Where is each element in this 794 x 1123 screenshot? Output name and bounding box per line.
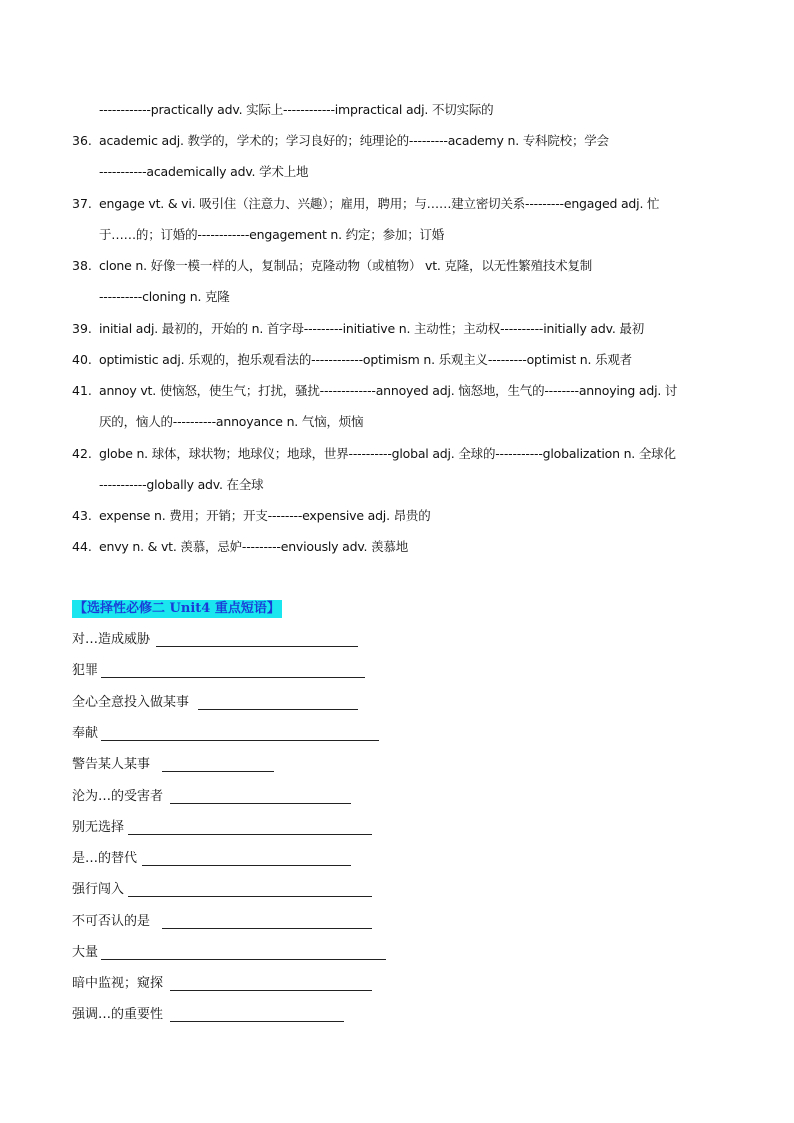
phrase-prompt: 对…造成威胁 [72,632,151,647]
vocab-line-37b: 于……的；订婚的------------engagement n. 约定；参加；订婚 [99,227,445,242]
answer-blank[interactable] [142,865,351,866]
answer-blank[interactable] [101,740,379,741]
phrase-prompt: 强调…的重要性 [72,1007,164,1022]
vocab-line-39: initial adj. 最初的，开始的 n. 首字母---------initiative n. 主动性；主动权----------initially adv. 最初 [99,321,644,336]
phrase-prompt: 警告某人某事 [72,757,151,772]
vocab-line-35-cont: ------------practically adv. 实际上------------impractical adj. 不切实际的 [99,102,494,117]
vocab-line-43: expense n. 费用；开销；开支--------expensive adj. 昂贵的 [99,508,431,523]
item-number-38: 38. [72,258,92,273]
vocab-line-42b: -----------globally adv. 在全球 [99,477,264,492]
vocab-line-38a: clone n. 好像一模一样的人，复制品；克隆动物（或植物） vt. 克隆，以无性繁殖技术复制 [99,258,593,273]
vocab-line-42a: globe n. 球体，球状物；地球仪；地球，世界----------global adj. 全球的-----------globalization n. 全球化 [99,446,676,461]
phrase-prompt: 奉献 [72,726,99,741]
item-number-39: 39. [72,321,92,336]
answer-blank[interactable] [101,677,365,678]
answer-blank[interactable] [128,834,372,835]
item-number-36: 36. [72,133,92,148]
answer-blank[interactable] [156,646,358,647]
vocab-line-36b: -----------academically adv. 学术上地 [99,164,309,179]
item-number-42: 42. [72,446,92,461]
phrase-prompt: 全心全意投入做某事 [72,695,190,710]
vocab-line-40: optimistic adj. 乐观的，抱乐观看法的------------optimism n. 乐观主义---------optimist n. 乐观者 [99,352,632,367]
item-number-44: 44. [72,539,92,554]
answer-blank[interactable] [198,709,358,710]
vocab-line-41a: annoy vt. 使恼怒，使生气；打扰，骚扰-------------annoyed adj. 恼怒地，生气的--------annoying adj. 讨 [99,383,678,398]
phrase-prompt: 暗中监视；窥探 [72,976,164,991]
phrase-prompt: 犯罪 [72,663,99,678]
answer-blank[interactable] [170,1021,344,1022]
phrase-prompt: 是…的替代 [72,851,138,866]
phrase-prompt: 强行闯入 [72,882,125,897]
answer-blank[interactable] [162,928,372,929]
answer-blank[interactable] [170,990,372,991]
vocab-line-44: envy n. & vt. 羡慕，忌妒---------enviously adv. 羡慕地 [99,539,408,554]
item-number-41: 41. [72,383,92,398]
item-number-40: 40. [72,352,92,367]
phrase-prompt: 大量 [72,945,99,960]
phrase-prompt: 别无选择 [72,820,125,835]
vocab-line-36a: academic adj. 教学的，学术的；学习良好的；纯理论的---------academy n. 专科院校；学会 [99,133,609,148]
vocab-line-41b: 厌的，恼人的----------annoyance n. 气恼，烦恼 [99,414,364,429]
item-number-37: 37. [72,196,92,211]
answer-blank[interactable] [101,959,386,960]
phrase-prompt: 沦为…的受害者 [72,789,164,804]
answer-blank[interactable] [162,771,274,772]
section-heading: 【选择性必修二 Unit4 重点短语】 [74,601,280,616]
answer-blank[interactable] [170,803,351,804]
vocab-line-38b: ----------cloning n. 克隆 [99,289,230,304]
answer-blank[interactable] [128,896,372,897]
phrase-prompt: 不可否认的是 [72,914,151,929]
vocab-line-37a: engage vt. & vi. 吸引住（注意力、兴趣）；雇用，聘用；与……建立密切关系---------engaged adj. 忙 [99,196,660,211]
item-number-43: 43. [72,508,92,523]
